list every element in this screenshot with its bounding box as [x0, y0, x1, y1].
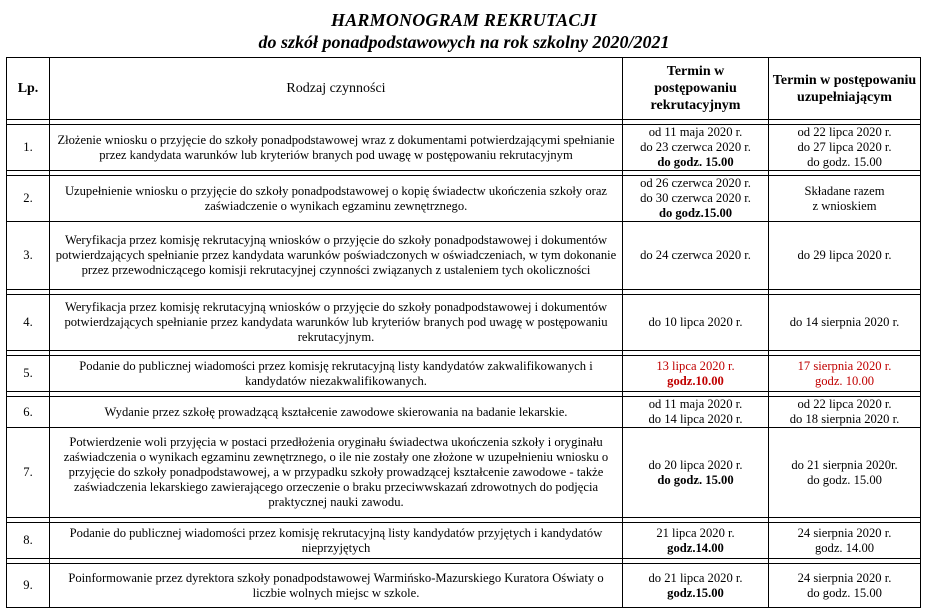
term-line: do godz. 15.00	[807, 585, 882, 600]
row-activity: Uzupełnienie wniosku o przyjęcie do szkoły ponadpodstawowej o kopię świadectw ukończenia szkoły oraz zaświadczenie o wynikach egzaminu zewnętrznego.	[50, 176, 623, 222]
row-number: 6.	[7, 397, 50, 428]
header-recruitment: Termin w postępowaniu rekrutacyjnym	[623, 58, 769, 120]
term-line: z wnioskiem	[812, 198, 877, 213]
term-line: 21 lipca 2020 r.	[656, 525, 735, 540]
table-row	[7, 564, 921, 608]
row-recruitment-term	[623, 397, 769, 428]
table-row	[7, 523, 921, 559]
table-row	[7, 222, 921, 290]
term-line: godz.10.00	[667, 373, 724, 388]
term-line: do godz. 15.00	[657, 472, 734, 487]
row-recruitment-term	[623, 523, 769, 559]
term-line: Składane razem	[804, 183, 885, 198]
table-row	[7, 176, 921, 222]
term-line: do 29 lipca 2020 r.	[797, 248, 892, 262]
row-activity: Poinformowanie przez dyrektora szkoły ponadpodstawowej Warmińsko-Mazurskiego Kuratora Oświaty o liczbie wolnych miejsc w szkole.	[50, 564, 623, 608]
term-line: godz.15.00	[667, 585, 724, 600]
row-supplementary-term	[769, 356, 921, 392]
row-supplementary-term	[769, 125, 921, 171]
row-recruitment-term	[623, 222, 769, 290]
row-activity: Podanie do publicznej wiadomości przez komisję rekrutacyjną listy kandydatów przyjętych i kandydatów nieprzyjętych	[50, 523, 623, 559]
term-line: do 30 czerwca 2020 r.	[640, 191, 751, 205]
row-recruitment-term	[623, 295, 769, 351]
term-line: do 10 lipca 2020 r.	[648, 315, 743, 329]
term-line: od 11 maja 2020 r.	[648, 125, 743, 139]
table-row	[7, 125, 921, 171]
table-row	[7, 356, 921, 392]
term-line: 17 sierpnia 2020 r.	[797, 358, 892, 373]
document-subtitle: do szkół ponadpodstawowych na rok szkolny 2020/2021	[258, 32, 670, 52]
term-line: 13 lipca 2020 r.	[656, 358, 735, 373]
row-supplementary-term	[769, 397, 921, 428]
term-line: do 14 sierpnia 2020 r.	[789, 315, 900, 329]
term-line: do godz. 15.00	[807, 155, 882, 169]
term-line: od 22 lipca 2020 r.	[797, 397, 892, 411]
table-header-row	[7, 58, 921, 120]
term-line: do 23 czerwca 2020 r.	[640, 140, 751, 154]
row-activity: Weryfikacja przez komisję rekrutacyjną wniosków o przyjęcie do szkoły ponadpodstawowej i dokumentów potwierdzających spełnianie przez kandydata warunków poświadczonych w oświadczeniach, w tym dokonanie przez przewodniczącego komisji rekrutacyjnej czynności związanych z ustaleniem tych okoliczności	[50, 222, 623, 290]
row-number: 8.	[7, 523, 50, 559]
row-recruitment-term	[623, 564, 769, 608]
row-recruitment-term	[623, 176, 769, 222]
term-line: 24 sierpnia 2020 r.	[797, 525, 892, 540]
row-number: 2.	[7, 176, 50, 222]
header-supplementary: Termin w postępowaniu uzupełniającym	[769, 58, 921, 120]
table-row	[7, 295, 921, 351]
row-number: 5.	[7, 356, 50, 392]
row-supplementary-term	[769, 523, 921, 559]
schedule-table	[6, 57, 921, 608]
term-line: godz. 10.00	[814, 373, 875, 388]
row-supplementary-term	[769, 564, 921, 608]
table-row	[7, 397, 921, 428]
table-row	[7, 428, 921, 518]
row-recruitment-term	[623, 356, 769, 392]
term-line: od 11 maja 2020 r.	[648, 397, 743, 411]
term-line: do 21 lipca 2020 r.	[648, 570, 743, 585]
row-number: 1.	[7, 125, 50, 171]
row-supplementary-term	[769, 295, 921, 351]
row-activity: Wydanie przez szkołę prowadzącą kształcenie zawodowe skierowania na badanie lekarskie.	[50, 397, 623, 428]
term-line: godz. 14.00	[814, 540, 875, 555]
row-number: 7.	[7, 428, 50, 518]
term-line: do 18 sierpnia 2020 r.	[789, 412, 900, 426]
row-supplementary-term	[769, 222, 921, 290]
row-activity: Złożenie wniosku o przyjęcie do szkoły ponadpodstawowej wraz z dokumentami potwierdzającymi spełnianie przez kandydata warunków lub kryteriów branych pod uwagę w postępowaniu rekrutacyjnym	[50, 125, 623, 171]
row-activity: Podanie do publicznej wiadomości przez komisję rekrutacyjną listy kandydatów zakwalifikowanych i kandydatów niezakwalifikowanych.	[50, 356, 623, 392]
term-line: do 14 lipca 2020 r.	[648, 412, 743, 426]
term-line: do 20 lipca 2020 r.	[648, 457, 743, 472]
term-line: od 22 lipca 2020 r.	[797, 125, 892, 139]
row-number: 3.	[7, 222, 50, 290]
header-activity: Rodzaj czynności	[50, 58, 623, 120]
term-line: godz.14.00	[667, 540, 724, 555]
term-line: do 27 lipca 2020 r.	[797, 140, 892, 154]
row-recruitment-term	[623, 428, 769, 518]
row-number: 9.	[7, 564, 50, 608]
row-activity: Weryfikacja przez komisję rekrutacyjną wniosków o przyjęcie do szkoły ponadpodstawowej i dokumentów potwierdzających spełnianie przez kandydata warunków lub kryteriów branych pod uwagę w postępowaniu rekrutacyjnym.	[50, 295, 623, 351]
row-activity: Potwierdzenie woli przyjęcia w postaci przedłożenia oryginału świadectwa ukończenia szkoły i oryginału zaświadczenia o wynikach egzaminu zewnętrznego, o ile nie zostały one złożone w uzupełnieniu wniosku o przyjęcie do szkoły ponadpodstawowej, a w przypadku szkoły prowadzącej kształcenie zawodowe - także zaświadczenia lekarskiego zawierającego orzeczenie o braku przeciwwskazań zdrowotnych do podjęcia praktycznej nauki zawodu.	[50, 428, 623, 518]
term-line: 24 sierpnia 2020 r.	[797, 570, 892, 585]
term-line: do godz. 15.00	[657, 155, 734, 169]
row-supplementary-term	[769, 176, 921, 222]
term-line: od 26 czerwca 2020 r.	[640, 176, 751, 190]
header-lp: Lp.	[7, 58, 50, 120]
row-supplementary-term	[769, 428, 921, 518]
document-title: HARMONOGRAM REKRUTACJI	[331, 10, 597, 30]
term-line: do godz. 15.00	[807, 472, 882, 487]
term-line: do 24 czerwca 2020 r.	[640, 248, 751, 262]
row-number: 4.	[7, 295, 50, 351]
term-line: do 21 sierpnia 2020r.	[791, 457, 898, 472]
term-line: do godz.15.00	[658, 206, 733, 220]
title-block	[0, 9, 928, 53]
row-recruitment-term	[623, 125, 769, 171]
